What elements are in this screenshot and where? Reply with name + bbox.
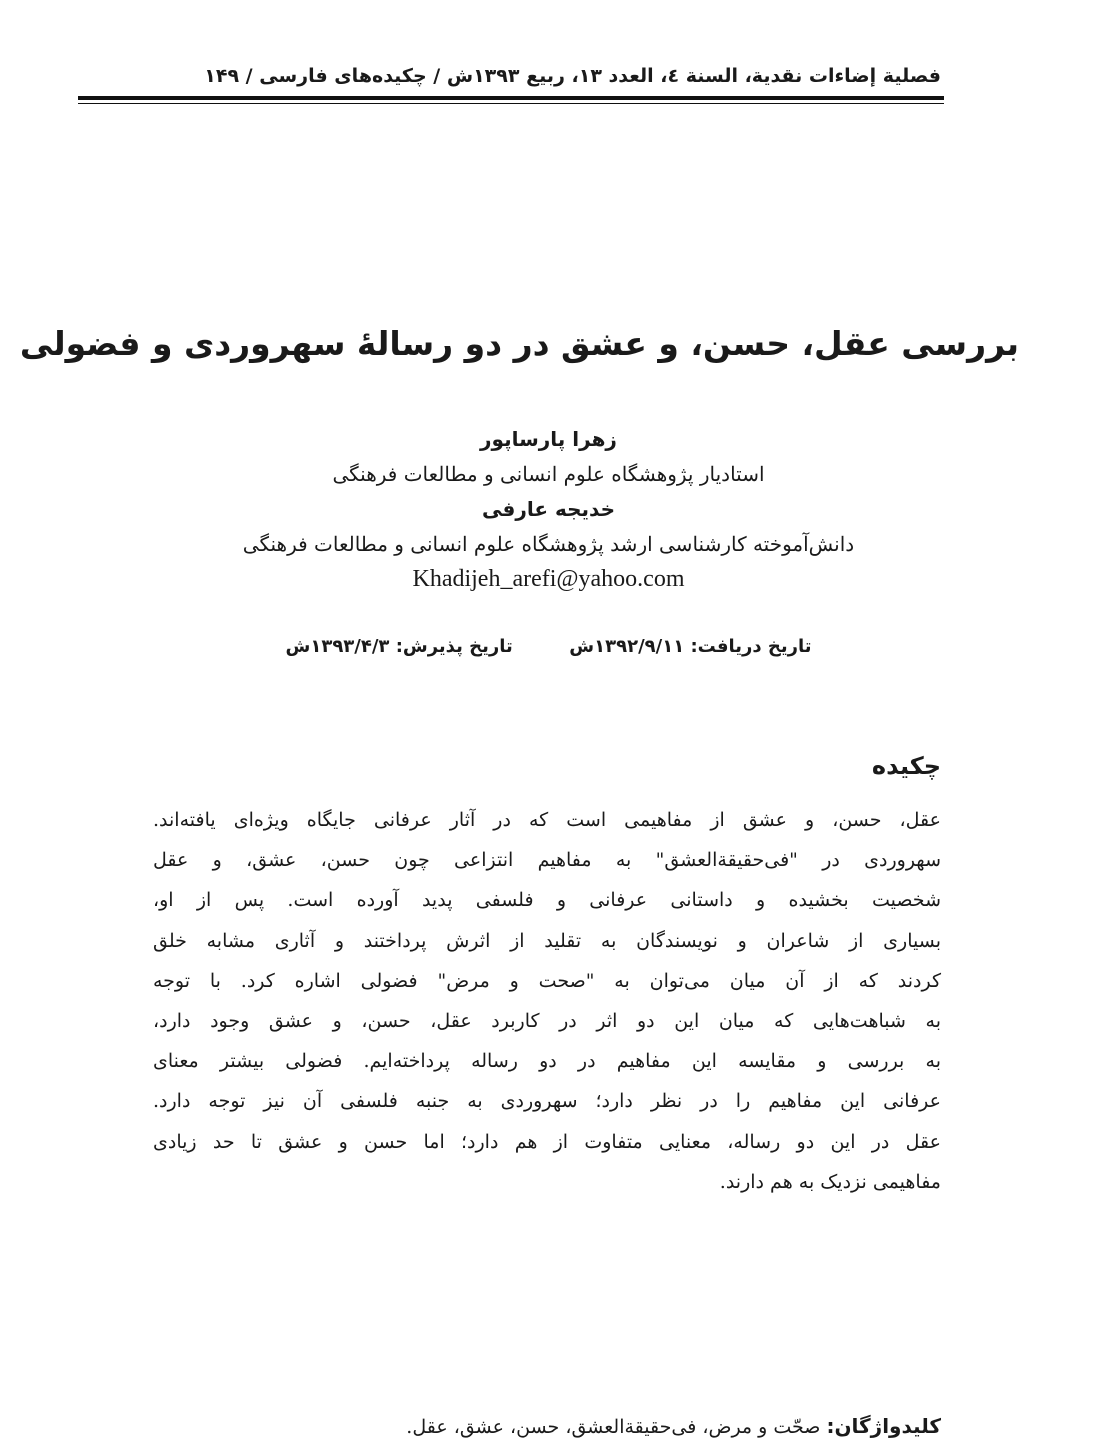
abstract-line: عقل، حسن، و عشق از مفاهیمی است که در آثار عرفانی جایگاه ویژه‌ای یافته‌اند. [153, 809, 941, 831]
abstract-heading: چکیده [871, 752, 941, 780]
abstract-line: عقل در این دو رساله، معنایی متفاوت از هم دارد؛ اما حسن و عشق تا حد زیادی [153, 1130, 941, 1153]
abstract-line: بسیاری از شاعران و نویسندگان به تقلید از اثرش پرداختند و آثاری مشابه خلق [153, 929, 941, 952]
keywords-label: کلیدواژگان: [826, 1414, 941, 1438]
keywords-text: صحّت و مرض، فی‌حقیقة‌العشق، حسن، عشق، عقل. [406, 1416, 821, 1438]
submission-dates [120, 636, 977, 657]
author-email[interactable]: Khadijeh_arefi@yahoo.com [412, 566, 685, 592]
abstract-line: کردند که از آن میان می‌توان به "صحت و مرض" فضولی اشاره کرد. با توجه [153, 969, 941, 992]
author-affiliation-1: استادیار پژوهشگاه علوم انسانی و مطالعات فرهنگی [332, 462, 765, 486]
abstract-line: شخصیت بخشیده و داستانی عرفانی و فلسفی پدید آورده است. پس از او، [153, 889, 941, 912]
author-name-2: خدیجه عارفی [482, 497, 615, 521]
article-title: بررسی عقل، حسن، و عشق در دو رسالۀ سهروردی و فضولی [19, 324, 1019, 363]
abstract-line: سهروردی در "فی‌حقیقة‌العشق" به مفاهیم انتزاعی چون حسن، عشق، و عقل [153, 849, 941, 872]
author-name-1: زهرا پارساپور [480, 427, 617, 451]
abstract-body [153, 800, 941, 1202]
received-date: تاریخ دریافت: ۱۳۹۲/۹/۱۱ش [569, 636, 812, 657]
author-block [120, 422, 977, 597]
abstract-line: مفاهیمی نزدیک به هم دارند. [719, 1170, 941, 1193]
keywords [153, 1414, 941, 1438]
abstract-line: به بررسی و مقایسه این مفاهیم در دو رساله پرداخته‌ایم. فضولی بیشتر معنای [153, 1050, 941, 1073]
author-affiliation-2: دانش‌آموخته کارشناسی ارشد پژوهشگاه علوم انسانی و مطالعات فرهنگی [242, 532, 855, 556]
running-header: فصلية إضاءات نقدية، السنة ٤، العدد ١٣، ربيع ١٣٩٣ش / چکیده‌های فارسی / ۱۴۹ [204, 65, 941, 87]
abstract-line: به شباهت‌هایی که میان این دو اثر در کاربرد عقل، حسن، و عشق وجود دارد، [153, 1009, 941, 1032]
header-rule [78, 96, 944, 104]
accepted-date: تاریخ پذیرش: ۱۳۹۳/۴/۳ش [285, 636, 513, 657]
abstract-line: عرفانی این مفاهیم را در نظر دارد؛ سهروردی به جنبه فلسفی آن نیز توجه دارد. [153, 1090, 941, 1113]
